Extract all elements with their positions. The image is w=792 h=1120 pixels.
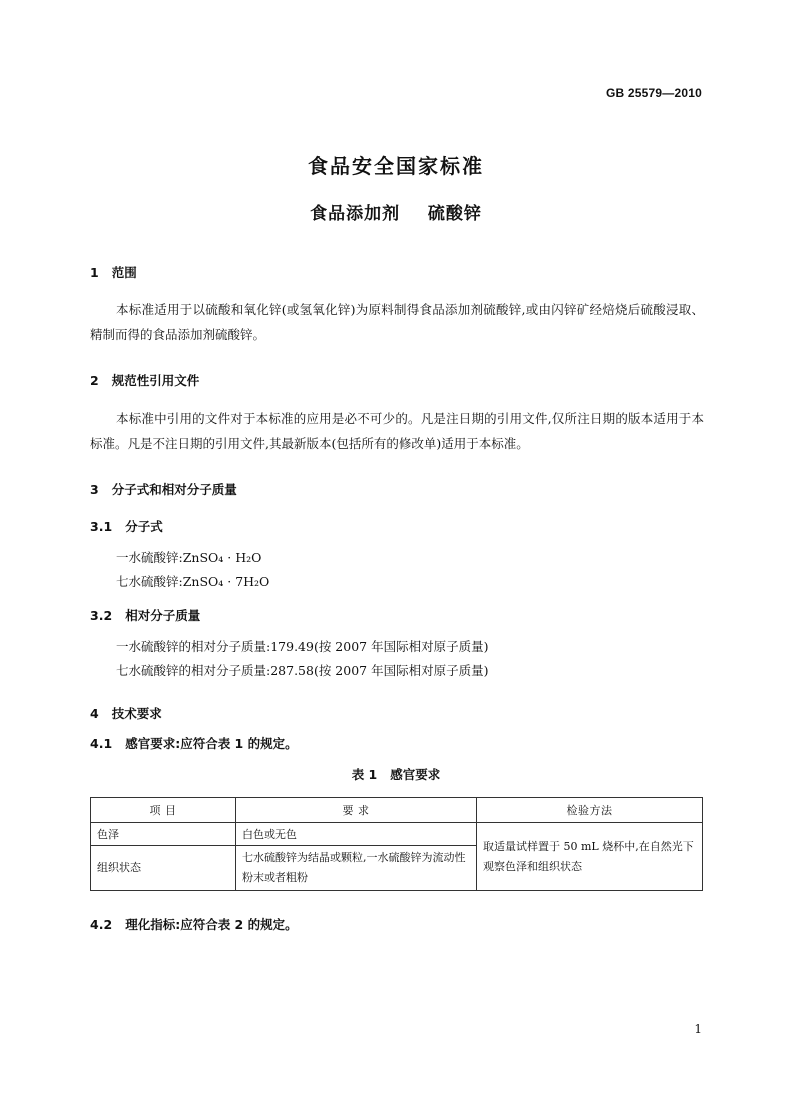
document-title: 食品安全国家标准: [308, 154, 484, 178]
table-cell-method: 取适量试样置于 50 mL 烧杯中,在自然光下观察色泽和组织状态: [477, 823, 703, 891]
section-heading-molecular-mass: 3.2 相对分子质量: [90, 608, 201, 623]
formula-monohydrate: 一水硫酸锌:ZnSO₄ · H₂O: [116, 550, 262, 565]
table-header-row: [91, 798, 703, 823]
table-cell-requirement: 白色或无色: [236, 823, 477, 846]
table-header-method: 检验方法: [477, 798, 703, 823]
mass-monohydrate: 一水硫酸锌的相对分子质量:179.49(按 2007 年国际相对原子质量): [116, 639, 489, 654]
section-heading-formula-mass: 3 分子式和相对分子质量: [90, 482, 237, 497]
section-heading-sensory-requirements: 4.1 感官要求:应符合表 1 的规定。: [90, 736, 298, 751]
sensory-requirements-table: [90, 797, 703, 891]
section-heading-physicochemical-indicators: 4.2 理化指标:应符合表 2 的规定。: [90, 917, 298, 932]
paragraph-normative-references: 本标准中引用的文件对于本标准的应用是必不可少的。凡是注日期的引用文件,仅所注日期的版本适用于本标准。凡是不注日期的引用文件,其最新版本(包括所有的修改单)适用于本标准。: [90, 411, 704, 451]
formula-heptahydrate: 七水硫酸锌:ZnSO₄ · 7H₂O: [116, 574, 270, 589]
table-cell-item: 色泽: [91, 823, 236, 846]
table-caption: 表 1 感官要求: [351, 767, 441, 782]
document-subtitle: 食品添加剂 硫酸锌: [310, 204, 482, 224]
page-number: 1: [694, 1022, 702, 1036]
standard-number: GB 25579—2010: [606, 86, 702, 100]
table-header-requirement: 要 求: [236, 798, 477, 823]
section-heading-scope: 1 范围: [90, 265, 137, 280]
table-cell-item: 组织状态: [91, 846, 236, 891]
table-row: [91, 823, 703, 846]
section-heading-normative-references: 2 规范性引用文件: [90, 373, 200, 388]
table-header-item: 项 目: [91, 798, 236, 823]
table-cell-requirement: 七水硫酸锌为结晶或颗粒,一水硫酸锌为流动性粉末或者粗粉: [236, 846, 477, 891]
section-heading-technical-requirements: 4 技术要求: [90, 706, 162, 721]
mass-heptahydrate: 七水硫酸锌的相对分子质量:287.58(按 2007 年国际相对原子质量): [116, 663, 489, 678]
section-heading-molecular-formula: 3.1 分子式: [90, 519, 163, 534]
paragraph-scope: 本标准适用于以硫酸和氧化锌(或氢氧化锌)为原料制得食品添加剂硫酸锌,或由闪锌矿经焙烧后硫酸浸取、精制而得的食品添加剂硫酸锌。: [90, 302, 704, 342]
